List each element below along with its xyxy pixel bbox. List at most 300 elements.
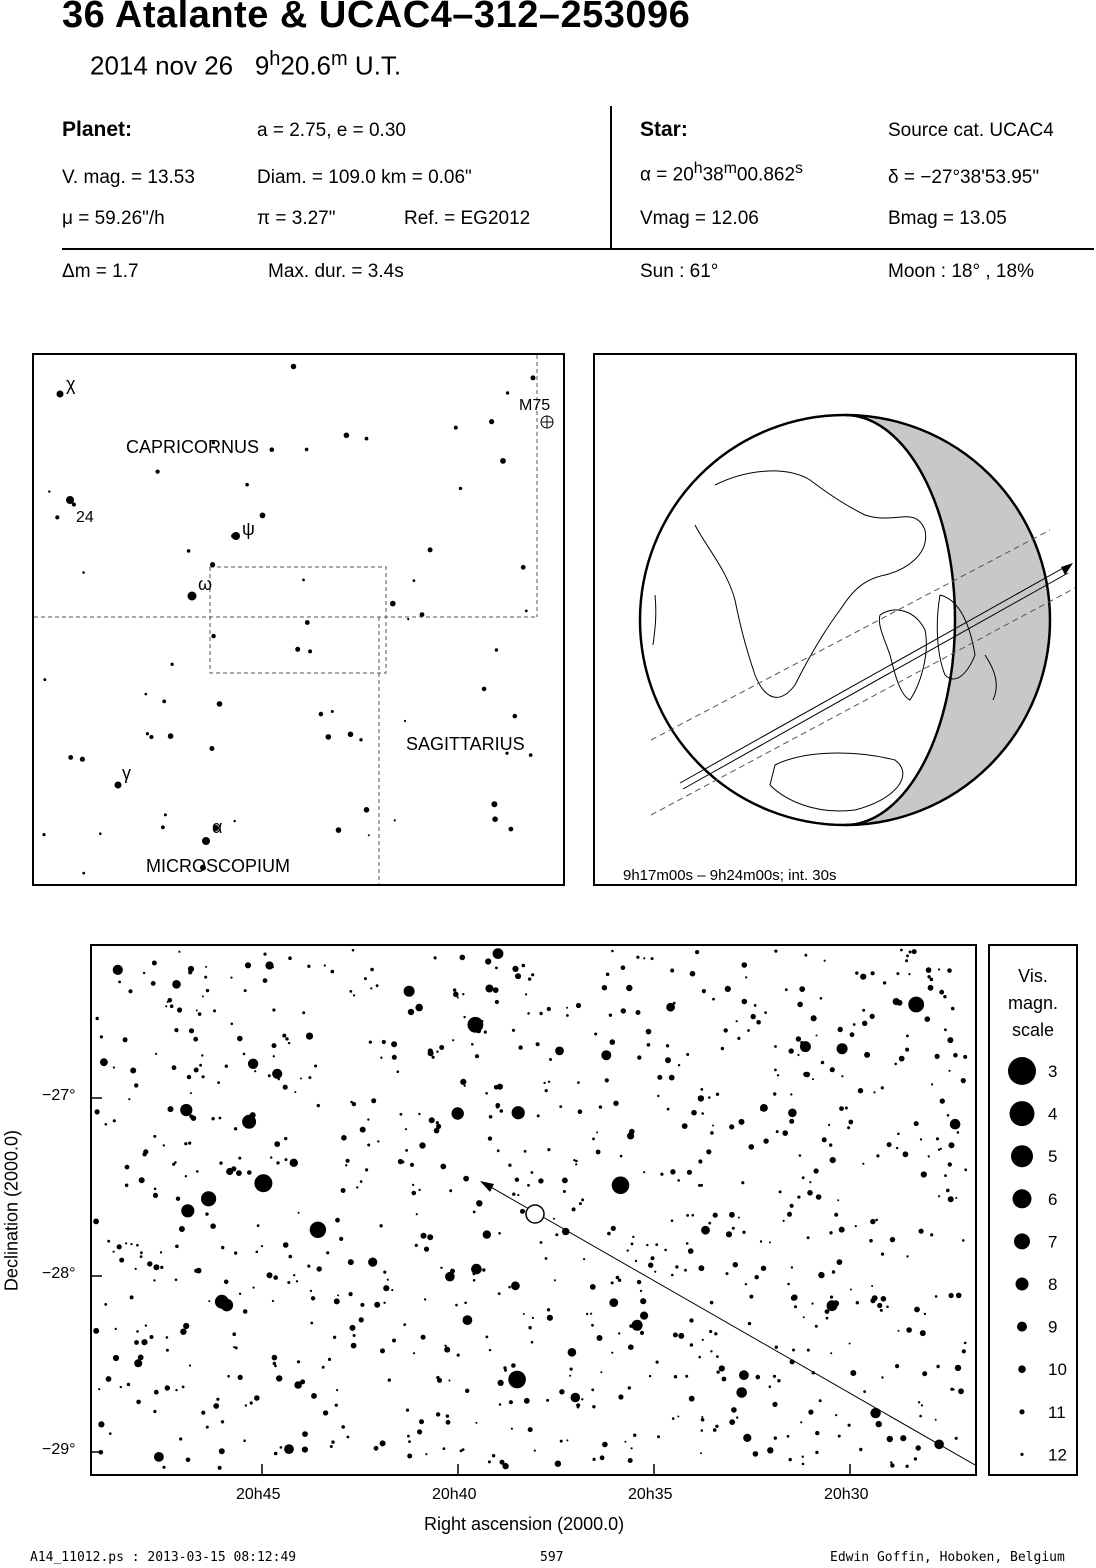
chart-star xyxy=(276,1161,279,1164)
chart-star xyxy=(360,1180,363,1183)
chart-star xyxy=(600,1455,605,1460)
chart-star xyxy=(890,1463,894,1467)
chart-star xyxy=(939,990,944,995)
chart-star xyxy=(140,1251,143,1254)
chart-star xyxy=(811,1303,813,1305)
chart-star xyxy=(512,966,518,972)
chart-star xyxy=(749,1144,755,1150)
chart-star xyxy=(449,1189,452,1192)
chart-star xyxy=(920,1330,926,1336)
chart-star xyxy=(566,1439,568,1441)
star-vmag: Vmag = 12.06 xyxy=(640,208,759,229)
chart-star xyxy=(894,1063,897,1066)
chart-star xyxy=(559,1389,564,1394)
chart-star xyxy=(814,1168,819,1173)
chart-star xyxy=(850,1032,855,1037)
finder-star xyxy=(145,693,148,696)
chart-star xyxy=(606,973,610,977)
chart-star xyxy=(729,1124,734,1129)
chart-star xyxy=(547,1007,551,1011)
scale-dot xyxy=(1020,1453,1023,1456)
finder-star xyxy=(217,701,223,707)
chart-star xyxy=(181,1204,194,1217)
chart-star xyxy=(672,1417,675,1420)
chart-star xyxy=(341,1425,345,1429)
chart-star xyxy=(503,1366,506,1369)
chart-star xyxy=(796,1036,801,1041)
finder-star xyxy=(308,649,312,653)
chart-star xyxy=(751,1014,756,1019)
chart-star xyxy=(803,1072,808,1077)
chart-star xyxy=(899,1056,905,1062)
chart-star xyxy=(527,1012,530,1015)
chart-star xyxy=(600,1371,602,1373)
chart-star xyxy=(948,1196,954,1202)
chart-star xyxy=(947,968,952,973)
chart-star xyxy=(848,1120,853,1125)
chart-star xyxy=(579,1202,582,1205)
chart-star xyxy=(418,1189,420,1191)
chart-star xyxy=(816,1194,822,1200)
chart-star xyxy=(538,1178,543,1183)
finder-star xyxy=(270,447,275,452)
dec-tick-27: −27° xyxy=(42,1087,76,1104)
chart-star xyxy=(215,1295,229,1309)
chart-star xyxy=(134,1083,138,1087)
chart-star xyxy=(289,1255,293,1259)
chart-star xyxy=(473,1279,476,1282)
chart-star xyxy=(688,1248,694,1254)
chart-star xyxy=(379,1224,382,1227)
max-duration: Max. dur. = 3.4s xyxy=(268,261,404,282)
chart-star xyxy=(210,1223,216,1229)
chart-star xyxy=(511,1363,516,1368)
ra-tick-2045: 20h45 xyxy=(236,1486,281,1503)
chart-star xyxy=(113,1119,116,1122)
chart-star xyxy=(508,1371,526,1389)
finder-star xyxy=(146,732,149,735)
chart-star xyxy=(897,1000,903,1006)
chart-star xyxy=(272,1069,282,1079)
chart-star xyxy=(568,1348,577,1357)
chart-star xyxy=(450,1269,455,1274)
chart-star xyxy=(962,1239,965,1242)
chart-star xyxy=(206,1426,209,1429)
finder-star xyxy=(170,663,173,666)
chart-star xyxy=(812,1078,814,1080)
chart-star xyxy=(924,1313,926,1315)
chart-star xyxy=(98,1388,100,1390)
chart-star xyxy=(887,1142,892,1147)
chart-star xyxy=(495,967,498,970)
chart-star xyxy=(886,1306,889,1309)
chart-star xyxy=(708,1222,711,1225)
chart-star xyxy=(168,1106,174,1112)
chart-star xyxy=(117,1244,122,1249)
chart-star xyxy=(497,1149,500,1152)
chart-star xyxy=(729,1419,735,1425)
scale-mag-label: 12 xyxy=(1048,1445,1067,1465)
chart-star xyxy=(667,1108,670,1111)
chart-star xyxy=(331,1440,334,1443)
chart-star xyxy=(465,1389,469,1393)
finder-star xyxy=(168,733,174,739)
chart-star xyxy=(449,1380,451,1382)
chart-star xyxy=(382,1040,386,1044)
chart-star xyxy=(916,1445,921,1450)
chart-star xyxy=(700,1088,703,1091)
chart-star xyxy=(787,1435,790,1438)
chart-star xyxy=(485,1092,488,1095)
chart-star xyxy=(302,1447,308,1453)
chart-star xyxy=(511,1281,520,1290)
chart-star xyxy=(797,1196,800,1199)
chart-star xyxy=(849,1343,851,1345)
chart-star xyxy=(208,1300,210,1302)
chart-star xyxy=(178,951,180,953)
chart-star xyxy=(234,1251,237,1254)
chart-star xyxy=(670,969,674,973)
chart-star xyxy=(807,1236,810,1239)
chart-star xyxy=(799,1154,802,1157)
chart-star xyxy=(947,1114,950,1117)
chart-star xyxy=(777,1074,779,1076)
chart-star xyxy=(194,1068,199,1073)
chart-star xyxy=(417,1429,422,1434)
scale-mag-label: 9 xyxy=(1048,1317,1058,1337)
chart-star xyxy=(180,1329,186,1335)
chart-star xyxy=(388,1378,391,1381)
chart-star xyxy=(443,1447,446,1450)
chart-star xyxy=(712,998,715,1001)
chart-star xyxy=(196,1010,198,1012)
sun-distance: Sun : 61° xyxy=(640,261,719,282)
chart-star xyxy=(776,1130,779,1133)
chart-star xyxy=(692,1214,695,1217)
chart-star xyxy=(198,1012,202,1016)
chart-star xyxy=(657,1435,660,1438)
chart-star xyxy=(742,1231,745,1234)
chart-star xyxy=(475,1422,477,1424)
chart-star xyxy=(738,1217,740,1219)
chart-star xyxy=(427,1234,433,1240)
chart-star xyxy=(462,993,464,995)
scale-title-line3: scale xyxy=(1011,1020,1055,1040)
finder-star xyxy=(149,735,153,739)
chart-star xyxy=(581,1198,584,1201)
chart-star xyxy=(308,1076,311,1079)
scale-mag-label: 8 xyxy=(1048,1275,1058,1294)
finder-star xyxy=(209,746,214,751)
chart-star xyxy=(531,1341,534,1344)
chart-star xyxy=(143,972,145,974)
moon-info: Moon : 18° , 18% xyxy=(888,261,1034,282)
chart-star xyxy=(838,1027,843,1032)
chart-star xyxy=(153,1135,156,1138)
chart-star xyxy=(627,1249,629,1251)
chart-star xyxy=(272,1355,278,1361)
chart-star xyxy=(797,1002,803,1008)
chart-star xyxy=(463,1016,465,1018)
chart-star xyxy=(632,1236,634,1238)
chart-star xyxy=(731,1407,737,1413)
chart-star xyxy=(687,1170,692,1175)
chart-star xyxy=(572,1207,576,1211)
y-axis-label: Declination (2000.0) xyxy=(1,1129,22,1292)
chart-star xyxy=(204,976,207,979)
chart-star xyxy=(284,1137,287,1140)
chart-star xyxy=(745,1283,747,1285)
chart-star xyxy=(500,1109,504,1113)
chart-star xyxy=(845,1107,848,1110)
chart-star xyxy=(437,1378,442,1383)
chart-star xyxy=(290,1159,298,1167)
chart-star xyxy=(196,1268,202,1274)
chart-star xyxy=(631,1447,633,1449)
chart-star xyxy=(880,1309,883,1312)
chart-star xyxy=(421,1335,426,1340)
chart-star xyxy=(594,1033,597,1036)
chart-star xyxy=(671,1274,674,1277)
chart-star xyxy=(743,1434,751,1442)
ra-tick-2040: 20h40 xyxy=(432,1486,477,1503)
chart-star xyxy=(621,1008,626,1013)
chart-star xyxy=(498,1380,504,1386)
chart-star xyxy=(444,1347,450,1353)
chart-star xyxy=(914,1307,920,1313)
chart-star xyxy=(773,1092,776,1095)
chart-star xyxy=(794,1305,797,1308)
scale-mag-label: 3 xyxy=(1048,1062,1058,1081)
chart-star xyxy=(698,1095,704,1101)
chart-star xyxy=(906,1035,909,1038)
chart-star xyxy=(127,1383,130,1386)
chart-star xyxy=(708,1096,711,1099)
star-bmag: Bmag = 13.05 xyxy=(888,208,1007,229)
chart-star xyxy=(713,1428,717,1432)
chart-star xyxy=(287,1281,290,1284)
chart-star xyxy=(326,1251,329,1254)
chart-star xyxy=(273,1055,275,1057)
chart-star xyxy=(118,981,121,984)
chart-star xyxy=(96,1017,99,1020)
chart-star xyxy=(964,1342,967,1345)
chart-star xyxy=(553,1218,555,1220)
chart-star xyxy=(677,1416,679,1418)
chart-star xyxy=(302,1431,308,1437)
chart-star xyxy=(686,1214,689,1217)
chart-star xyxy=(871,1285,873,1287)
chart-star xyxy=(729,1212,735,1218)
chart-star xyxy=(106,1376,112,1382)
chart-star xyxy=(903,1151,909,1157)
track-direction-arrow-icon xyxy=(480,1181,494,1192)
scale-mag-label: 7 xyxy=(1048,1232,1058,1252)
chart-star xyxy=(783,1220,785,1222)
chart-star xyxy=(370,987,372,989)
chart-star xyxy=(221,1246,224,1249)
chart-star xyxy=(98,1421,104,1427)
chart-star xyxy=(428,1048,433,1053)
chart-star xyxy=(733,1262,738,1267)
chart-star xyxy=(160,1266,163,1269)
chart-star xyxy=(732,1227,735,1230)
chart-star xyxy=(640,1298,646,1304)
chart-star xyxy=(856,1301,859,1304)
finder-star xyxy=(428,547,433,552)
finder-star xyxy=(521,565,526,570)
chart-star xyxy=(699,1265,705,1271)
chart-star xyxy=(779,1190,782,1193)
chart-star xyxy=(948,1070,950,1072)
chart-star xyxy=(150,1335,154,1339)
chart-star xyxy=(403,1323,406,1326)
chart-star xyxy=(483,1230,491,1238)
chart-star xyxy=(310,1290,312,1292)
chart-star xyxy=(285,1158,288,1161)
chart-star xyxy=(493,987,499,993)
finder-star xyxy=(210,562,215,567)
chart-star xyxy=(508,1164,511,1167)
finder-star xyxy=(57,391,64,398)
chart-star xyxy=(405,1128,407,1130)
chart-star xyxy=(351,1343,357,1349)
chart-star xyxy=(518,1045,522,1049)
chart-star xyxy=(113,1251,115,1253)
chart-star xyxy=(631,1243,634,1246)
chart-star xyxy=(234,1127,237,1130)
chart-star xyxy=(446,1420,451,1425)
chart-star xyxy=(938,968,940,970)
chart-star xyxy=(853,1023,856,1026)
chart-star xyxy=(376,984,379,987)
chart-star xyxy=(153,1264,159,1270)
chart-star xyxy=(788,1109,797,1118)
chart-star xyxy=(862,1009,865,1012)
chart-star xyxy=(883,981,886,984)
chart-star xyxy=(646,1029,652,1035)
chart-star xyxy=(421,1233,427,1239)
footer-page: 597 xyxy=(540,1550,564,1565)
chart-star xyxy=(605,1078,609,1082)
chart-star xyxy=(876,1421,882,1427)
chart-star xyxy=(179,1226,185,1232)
chart-star xyxy=(531,1171,534,1174)
chart-star xyxy=(628,1386,631,1389)
chart-star xyxy=(709,1330,712,1333)
chart-star xyxy=(471,1043,474,1046)
chart-star xyxy=(528,977,531,980)
info-separator xyxy=(62,248,1094,250)
star-dec: δ = −27°38'53.95" xyxy=(888,167,1040,188)
chart-star xyxy=(540,1241,543,1244)
chart-star xyxy=(136,1330,139,1333)
chart-star xyxy=(407,1454,412,1459)
chart-star xyxy=(713,1213,718,1218)
chart-star xyxy=(353,994,355,996)
ut-label: U.T. xyxy=(347,50,402,81)
footer-author: Edwin Goffin, Hoboken, Belgium xyxy=(830,1550,1065,1565)
chart-star xyxy=(829,1231,832,1234)
chart-star xyxy=(716,1355,719,1358)
finder-star xyxy=(164,813,167,816)
chart-star xyxy=(317,1104,320,1107)
chart-star xyxy=(520,1209,525,1214)
chart-star xyxy=(464,1302,467,1305)
chart-star xyxy=(175,1279,178,1282)
chart-star xyxy=(719,1365,725,1371)
chart-star xyxy=(689,1318,693,1322)
chart-star xyxy=(928,985,934,991)
chart-star xyxy=(655,1243,658,1246)
dec-tick-29: −29° xyxy=(42,1441,76,1458)
chart-star xyxy=(145,1324,147,1326)
chart-star xyxy=(185,1175,187,1177)
star-label-alpha: α xyxy=(212,817,223,837)
chart-star xyxy=(618,1394,623,1399)
chart-star xyxy=(95,1109,100,1114)
chart-star xyxy=(453,992,459,998)
chart-star xyxy=(895,1364,899,1368)
chart-star xyxy=(415,1244,418,1247)
scale-title-line2: magn. xyxy=(1007,993,1059,1013)
chart-star xyxy=(637,1280,641,1284)
chart-star xyxy=(296,1280,298,1282)
chart-star xyxy=(274,1141,280,1147)
chart-star xyxy=(802,1456,804,1458)
chart-star xyxy=(710,1301,714,1305)
planet-diameter: Diam. = 109.0 km = 0.06" xyxy=(257,167,472,188)
chart-star xyxy=(701,1429,704,1432)
finder-star xyxy=(344,433,350,439)
chart-star xyxy=(436,1124,441,1129)
chart-star xyxy=(323,1410,328,1415)
chart-star xyxy=(492,1454,495,1457)
star-ra: $\alpha = 20^h38^m00.862^s$ xyxy=(640,160,803,186)
chart-star xyxy=(307,965,310,968)
chart-star xyxy=(419,1142,425,1148)
chart-star xyxy=(307,1265,310,1268)
target-star-marker xyxy=(526,1205,544,1223)
chart-star xyxy=(288,956,292,960)
chart-star xyxy=(927,975,930,978)
chart-star xyxy=(412,1191,417,1196)
chart-star xyxy=(528,1427,533,1432)
chart-star xyxy=(632,1320,643,1331)
chart-star xyxy=(789,1048,794,1053)
chart-star xyxy=(380,1057,382,1059)
chart-star xyxy=(283,1242,289,1248)
chart-star xyxy=(611,1352,613,1354)
finder-star xyxy=(500,458,506,464)
finder-star xyxy=(68,755,73,760)
chart-star xyxy=(850,1370,856,1376)
chart-star xyxy=(581,1398,583,1400)
chart-star xyxy=(656,1361,659,1364)
chart-star xyxy=(961,1078,966,1083)
chart-star xyxy=(180,1104,192,1116)
chart-star xyxy=(488,1460,491,1463)
chart-star xyxy=(748,1322,751,1325)
chart-star xyxy=(905,1465,908,1468)
chart-star xyxy=(686,1053,689,1056)
chart-star xyxy=(406,1409,409,1412)
chart-star xyxy=(640,1290,642,1292)
chart-star xyxy=(141,1339,147,1345)
chart-star xyxy=(643,957,645,959)
chart-star xyxy=(943,995,946,998)
chart-star xyxy=(473,1211,476,1214)
